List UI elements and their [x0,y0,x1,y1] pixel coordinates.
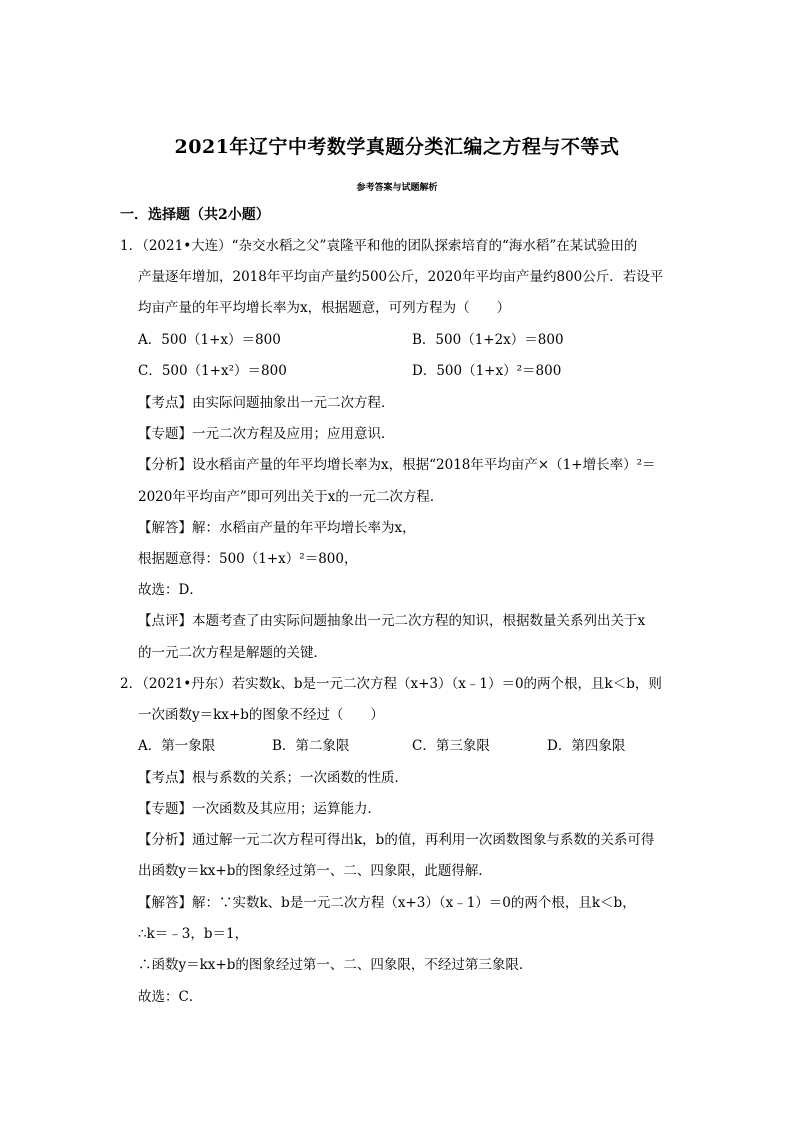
jieda-tag: 【解答】 [138,895,192,911]
kaodian-text: 由实际问题抽象出一元二次方程． [192,395,395,411]
fenxi-text-1: 通过解一元二次方程可得出k，b的值，再利用一次函数图象与系数的关系可得 [192,832,655,848]
document-title: 2021年辽宁中考数学真题分类汇编之方程与不等式 [174,136,620,158]
q1-fenxi [138,456,656,474]
q1-zhuanti [138,425,395,443]
q1-option-d: D．500（1+x）²＝800 [412,363,562,379]
q1-dianping [138,612,645,630]
jieda-text-1: 解：水稻亩产量的年平均增长率为x， [192,520,416,536]
q1-option-c: C．500（1+x²）＝800 [138,363,287,379]
fenxi-tag: 【分析】 [138,832,192,848]
q1-fenxi-line-2: 2020年平均亩产”即可列出关于x的一元二次方程． [138,489,444,505]
q1-jieda-line-3: 故选：D． [138,582,203,598]
kaodian-tag: 【考点】 [138,770,192,786]
q1-stem-line-3: 均亩产量的年平均增长率为x，根据题意，可列方程为（ ） [138,300,511,316]
q2-option-d: D．第四象限 [547,738,626,754]
q2-fenxi-line-2: 出函数y＝kx+b的图象经过第一、二、四象限，此题得解． [138,863,492,879]
kaodian-tag: 【考点】 [138,395,192,411]
zhuanti-text: 一元二次方程及应用；应用意识． [192,426,395,442]
q2-jieda-line-3: ∴函数y＝kx+b的图象经过第一、二、四象限，不经过第三象限． [138,957,533,973]
q2-kaodian [138,769,408,787]
q1-jieda-line-2: 根据题意得：500（1+x）²＝800， [138,551,358,567]
q2-jieda [138,894,636,912]
fenxi-text-1: 设水稻亩产量的年平均增长率为x，根据“2018年平均亩产×（1+增长率）²＝ [192,457,656,473]
q2-option-b: B．第二象限 [272,738,350,754]
q2-option-c: C．第三象限 [412,738,490,754]
q1-option-a: A．500（1+x）＝800 [138,332,281,348]
kaodian-text: 根与系数的关系；一次函数的性质． [192,770,408,786]
q2-stem-line-1: 2．（2021•丹东）若实数k、b是一元二次方程（x+3）（x﹣1）＝0的两个根，且k＜b，则 [120,676,662,692]
q1-kaodian [138,394,395,412]
q2-zhuanti [138,800,381,818]
q1-dianping-line-2: 的一元二次方程是解题的关键． [138,645,327,661]
q2-jieda-line-2: ∴k＝﹣3，b＝1， [138,926,249,942]
q1-stem-line-2: 产量逐年增加，2018年平均亩产量约500公斤，2020年平均亩产量约800公斤．若设平 [138,269,664,285]
dianping-tag: 【点评】 [138,613,192,629]
section-heading: 一．选择题（共2小题） [120,207,270,223]
jieda-text-1: 解：∵实数k、b是一元二次方程（x+3）（x﹣1）＝0的两个根，且k＜b， [192,895,636,911]
fenxi-tag: 【分析】 [138,457,192,473]
q1-option-b: B．500（1+2x）＝800 [412,332,564,348]
q1-jieda [138,519,416,537]
zhuanti-tag: 【专题】 [138,426,192,442]
dianping-text-1: 本题考查了由实际问题抽象出一元二次方程的知识，根据数量关系列出关于x [192,613,646,629]
jieda-tag: 【解答】 [138,520,192,536]
q1-stem-line-1: 1．（2021•大连）“杂交水稻之父”袁隆平和他的团队探索培育的“海水稻”在某试验田的 [120,238,638,254]
zhuanti-text: 一次函数及其应用；运算能力． [192,801,381,817]
q2-fenxi [138,831,654,849]
q2-stem-line-2: 一次函数y＝kx+b的图象不经过（ ） [138,707,384,723]
zhuanti-tag: 【专题】 [138,801,192,817]
document-subtitle: 参考答案与试题解析 [356,183,438,193]
q2-option-a: A．第一象限 [138,738,216,754]
q2-jieda-line-4: 故选：C． [138,989,203,1005]
